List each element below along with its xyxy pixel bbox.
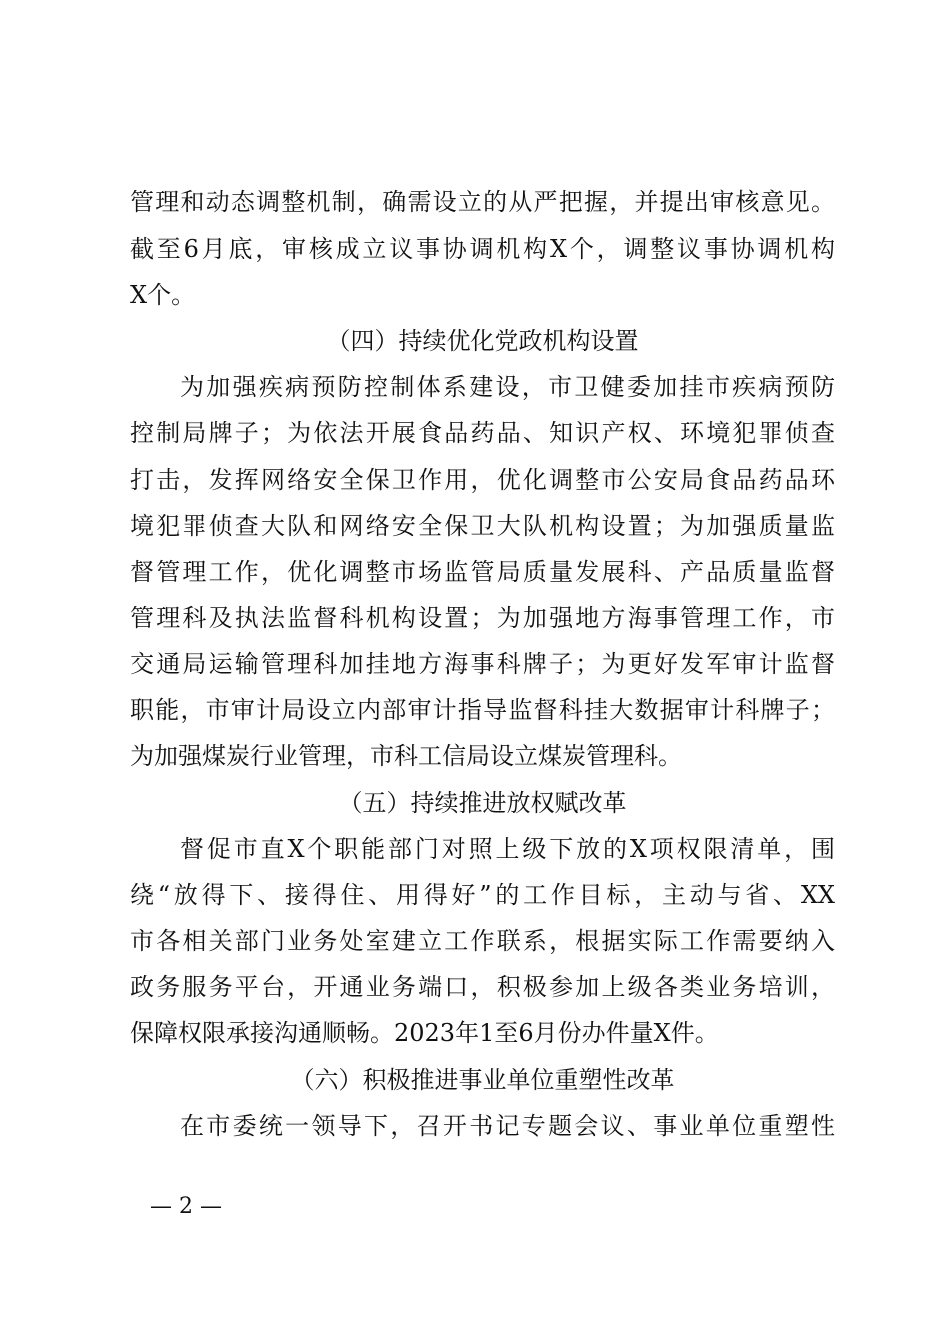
section-heading-6: （六）积极推进事业单位重塑性改革 <box>290 1066 675 1094</box>
line-5: 为加强疾病预防控制体系建设，市卫健委加挂市疾病预防 <box>180 373 835 401</box>
line-7: 打击，发挥网络安全保卫作用，优化调整市公安局食品药品环 <box>130 466 835 494</box>
line-10: 管理科及执法监督科机构设置；为加强地方海事管理工作，市 <box>130 604 835 632</box>
line-6: 控制局牌子；为依法开展食品药品、知识产权、环境犯罪侦查 <box>130 419 835 447</box>
line-15: 督促市直X个职能部门对照上级下放的X项权限清单，围 <box>180 835 835 863</box>
line-12: 职能，市审计局设立内部审计指导监督科挂大数据审计科牌子； <box>130 696 835 724</box>
line-17: 市各相关部门业务处室建立工作联系，根据实际工作需要纳入 <box>130 927 835 955</box>
line-3: X个。 <box>130 281 196 309</box>
page-number: — 2 — <box>150 1194 222 1219</box>
line-8: 境犯罪侦查大队和网络安全保卫大队机构设置；为加强质量监 <box>130 512 835 540</box>
line-11: 交通局运输管理科加挂地方海事科牌子；为更好发军审计监督 <box>130 650 835 678</box>
section-heading-5: （五）持续推进放权赋改革 <box>338 789 627 817</box>
line-19: 保障权限承接沟通顺畅。2023年1至6月份办件量X件。 <box>130 1019 719 1047</box>
line-2: 截至6月底，审核成立议事协调机构X个，调整议事协调机构 <box>130 235 835 263</box>
line-18: 政务服务平台，开通业务端口，积极参加上级各类业务培训， <box>130 973 835 1001</box>
line-16: 绕“放得下、接得住、用得好”的工作目标，主动与省、XX <box>130 881 835 909</box>
line-1: 管理和动态调整机制，确需设立的从严把握，并提出审核意见。 <box>130 188 835 216</box>
section-heading-4: （四）持续优化党政机构设置 <box>326 327 639 355</box>
line-21: 在市委统一领导下，召开书记专题会议、事业单位重塑性 <box>180 1112 835 1140</box>
line-13: 为加强煤炭行业管理，市科工信局设立煤炭管理科。 <box>130 742 682 770</box>
line-9: 督管理工作，优化调整市场监管局质量发展科、产品质量监督 <box>130 558 835 586</box>
